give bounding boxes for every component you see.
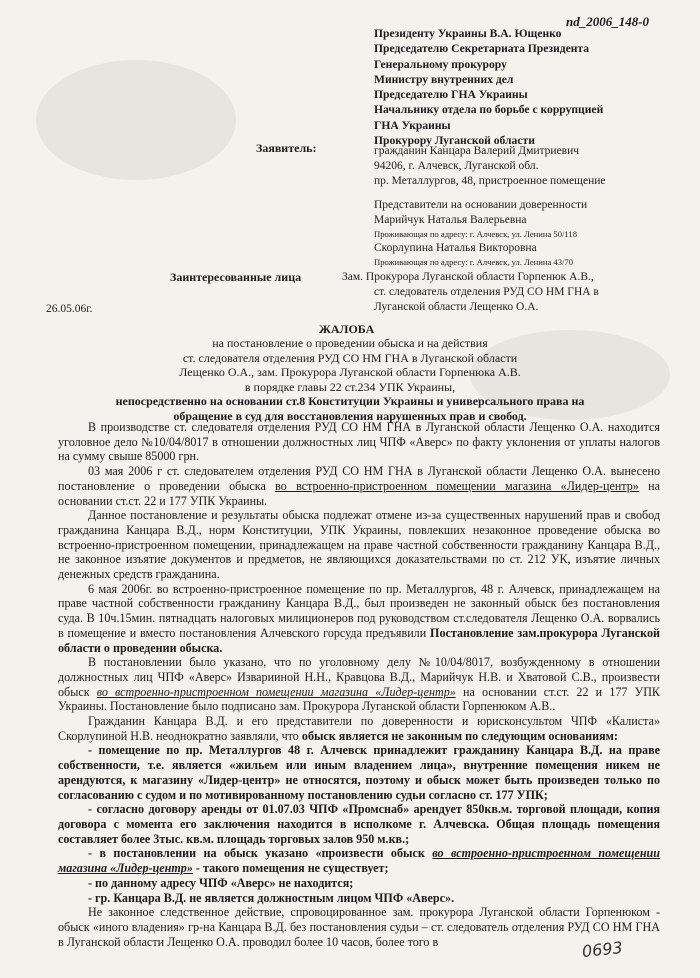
paragraph <box>58 464 660 508</box>
paragraph: В производстве ст. следователя отделения РУД СО НМ ГНА в Луганской области Лещенко О.А. находится уголовное дело №10/04/8017 в отношении должностных лиц ЧПФ «Аверс» по факту уклонения от уплаты налогов на сумму свыше 85000 грн. <box>58 420 660 464</box>
recipients-block <box>374 26 603 148</box>
applicant-details <box>374 144 605 268</box>
recipient-line: Министру внутренних дел <box>374 72 514 86</box>
paragraph <box>58 655 660 714</box>
recipient-line: Председателю ГНА Украины <box>374 88 528 102</box>
applicant-line: 94206, г. Алчевск, Луганской обл. <box>374 160 539 172</box>
paragraph-text: 03 мая 2006 г ст. следователем отделения РУД СО НМ ГНА в Луганской области Лещенко О.А. вынесено постановление о проведении обыска <box>58 464 660 493</box>
paragraph <box>58 582 660 656</box>
document-title: ЖАЛОБА <box>319 322 375 336</box>
ground-item: - помещение по пр. Металлургов 48 г. Алчевск принадлежит гражданину Канцара В.Д. на праве собственности, т.е. является «жильем или иным владением лица», внутренние помещения никем не арендуются, к магазину «Лидер-центр» не относятся, поэтому и обыск может быть произведен только по согласованию с судом и по мотивированному постановлению судьи согласно ст. 177 УПК; <box>58 743 660 802</box>
complaint-body <box>58 420 660 949</box>
document-ref-code: nd_2006_148-0 <box>566 14 650 29</box>
applicant-label: Заявитель: <box>256 141 317 155</box>
applicant-line: пр. Металлургов, 48, пристроенное помещение <box>374 175 606 187</box>
underlined-text: во встроенно-пристроенном помещении магазина «Лидер-центр» <box>275 478 639 493</box>
subtitle-bold-line: непосредственно на основании ст.8 Конституции Украины и универсального права на <box>115 394 585 409</box>
ground-item: - согласно договору аренды от 01.07.03 ЧПФ «Промснаб» арендует 850кв.м. торговой площади, копия договора с момента его заключения находится в исполкоме г. Алчевска. Общая площадь помещения составляет более 3тыс. кв.м. площадь торговых залов 950 м.кв.; <box>58 802 660 846</box>
representative-address: Проживающая по адресу: г. Алчевск, ул. Ленина 43/70 <box>374 256 574 267</box>
subtitle-line: на постановление о проведении обыска и на действия <box>212 336 488 350</box>
bold-text: Постановление зам.прокурора Луганской области о проведении обыска. <box>58 625 660 655</box>
interested-first-line: Зам. Прокурора Луганской области Горпенюк А.В., <box>342 271 594 283</box>
page-number-text: 0693 <box>581 937 624 962</box>
subtitle-bold-line: обращение в суд для восстановления нарушенных прав и свобод. <box>173 408 527 423</box>
interested-label: Заинтересованные лица <box>170 270 302 284</box>
subtitle-line: в порядке главы 22 ст.234 УПК Украины, <box>244 379 456 394</box>
interested-line: ст. следователь отделения РУД СО НМ ГНА в <box>374 286 599 298</box>
subtitle-line: ст. следователя отделения РУД СО НМ ГНА в Луганской области <box>182 350 518 365</box>
representative-name: Марийчук Наталья Валерьевна <box>374 214 527 226</box>
recipient-line: Генеральному прокурору <box>374 57 507 71</box>
underlined-text: во встроенно-пристроенном помещении магазина «Лидер-центр» <box>58 846 660 876</box>
interested-line: Луганской области Лещенко О.А. <box>374 301 539 313</box>
recipient-line: ГНА Украины <box>374 118 451 132</box>
recipient-line: Начальнику отдела по борьбе с коррупцией <box>374 103 604 117</box>
paragraph-text: на основании ст.ст. 22 и 177 УПК Украины. Постановление было подписано зам. Прокурора Луганской области Горпенюком А.В.. <box>58 684 661 714</box>
bold-text: - в постановлении на обыск указано «произвести обыск <box>88 846 433 861</box>
page-number-stamp <box>581 937 644 966</box>
recipient-line: Председателю Секретариата Президента <box>374 42 590 56</box>
paragraph: Данное постановление и результаты обыска подлежат отмене из-за существенных нарушений прав и свобод гражданина Канцара В.Д., норм Конституции, УПК Украины, повлекших незаконное проведение обыска во встроенно-пристроенном помещении, принадлежащем на праве частной собственности гражданину Канцара В.Д., не законное изъятие документов и предметов, не являющихся доказательствами по ст. 212 УК, изъятие личных денежных средств гражданина. <box>58 508 660 582</box>
paragraph: Не законное следственное действие, спровоцированное зам. прокурора Луганской области Горпенюком - обыск «иного владения» гр-на Канцара В.Д. без постановления судьи – ст. следователь отделения РУД СО НМ ГНА в Луганской области Лещенко О.А. проводил более 10 часов, более того в <box>58 905 660 949</box>
ground-item: - по данному адресу ЧПФ «Аверс» не находится; <box>88 875 354 890</box>
subtitle-line: Лещенко О.А., зам. Прокурора Луганской области Горпенюка А.В. <box>179 365 521 380</box>
paragraph-text: на основании ст.ст. 22 и 177 УПК Украины. <box>58 478 660 508</box>
representatives-title: Представители на основании доверенности <box>374 199 588 211</box>
representative-name: Скорлупина Наталья Викторовна <box>374 241 537 254</box>
paragraph-text: 6 мая 2006г. во встроенно-пристроенное помещение по пр. Металлургов, 48 г. Алчевск, принадлежащем на праве частной собственности гражданину Канцара В.Д., был произведен не законный обыск без постановления суда. В 10ч.15мин. пятнадцать налоговых милиционеров под руководством ст.следователя Лещенко О.А. ворвались в помещение и вместо постановления Алчевского горсуда предъявили <box>58 581 660 640</box>
representative-address: Проживающая по адресу: г. Алчевск, ул. Ленина 50/118 <box>374 229 577 239</box>
ground-item: - гр. Канцара В.Д. не является должностным лицом ЧПФ «Аверс». <box>88 890 455 905</box>
ground-item <box>58 846 660 875</box>
applicant-line: гражданин Канцара Валерий Дмитриевич <box>374 145 580 157</box>
paragraph-text: В постановлении было указано, что по уголовному делу №10/04/8017, возбужденному в отношении должностных лиц ЧПФ «Аверс» Изварииной Н.Н., Кравцова В.Д., Марийчук Н.В. и Хватовой С.В., произвести обыск <box>58 655 660 699</box>
scan-smudge <box>36 60 236 180</box>
bold-text: - такого помещения не существует; <box>192 861 389 876</box>
document-date: 26.05.06г. <box>46 303 93 315</box>
recipient-line: Президенту Украины В.А. Ющенко <box>374 27 562 40</box>
paragraph <box>58 714 660 743</box>
recipient-line: Прокурору Луганской области <box>374 134 535 148</box>
subtitle-block <box>40 336 660 424</box>
bold-text: обыск является не законным по следующим основаниям: <box>301 728 618 743</box>
paragraph-text: Гражданин Канцара В.Д. и его представители по доверенности и юрисконсультом ЧПФ «Калиста» Скорлупиной Н.В. неоднократно заявляли, что <box>58 714 660 743</box>
underlined-text: во встроенно-пристроенном помещении магазина «Лидер-центр» <box>96 684 456 699</box>
